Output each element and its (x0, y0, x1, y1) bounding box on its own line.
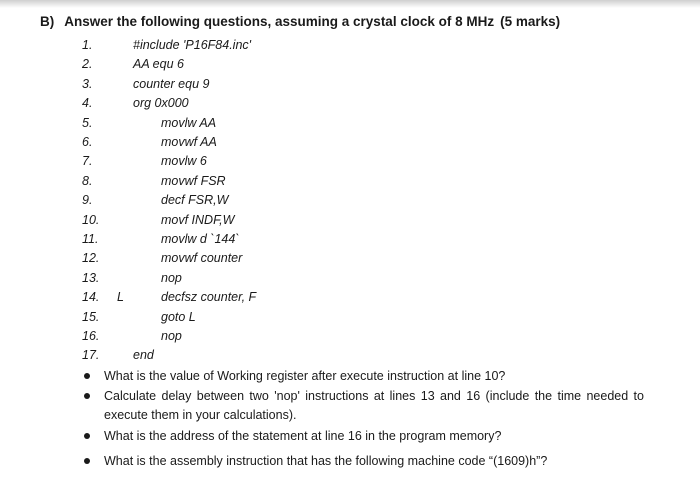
line-number: 3. (82, 76, 93, 91)
top-shadow (0, 0, 700, 8)
line-number: 8. (82, 173, 93, 188)
code-instruction: movwf counter (161, 251, 243, 266)
code-instruction: movwf AA (161, 135, 217, 149)
line-number: 5. (82, 115, 93, 130)
line-number: 15. (82, 309, 100, 324)
question-text: What is the assembly instruction that has the following machine code “(1609)h”? (104, 454, 548, 468)
code-instruction: nop (161, 270, 182, 285)
code-instruction: movf INDF,W (161, 212, 235, 227)
code-instruction: goto L (161, 309, 196, 324)
line-number: 13. (82, 270, 100, 285)
marks-label: (5 marks) (500, 14, 561, 29)
code-instruction: decfsz counter, F (161, 290, 257, 305)
code-instruction: movlw 6 (161, 154, 207, 169)
code-instruction: movlw d `144` (161, 232, 240, 246)
line-number: 10. (82, 212, 100, 227)
code-instruction: end (133, 348, 154, 363)
heading-text: Answer the following questions, assuming a crystal clock of 8 MHz (64, 14, 495, 29)
code-instruction: org 0x000 (133, 96, 189, 111)
code-instruction: #include 'P16F84.inc' (133, 38, 252, 52)
bullet-icon (84, 393, 90, 399)
line-number: 17. (82, 348, 100, 363)
line-number: 2. (82, 57, 93, 72)
bullet-icon (84, 373, 90, 379)
line-number: 4. (82, 96, 93, 111)
code-label: L (117, 290, 124, 305)
question-item (84, 367, 644, 386)
line-number: 1. (82, 38, 93, 52)
section-label: B) (40, 14, 55, 29)
line-number: 12. (82, 251, 100, 266)
question-heading (40, 14, 560, 29)
question-item (84, 387, 644, 425)
code-instruction: AA equ 6 (133, 57, 184, 72)
line-number: 6. (82, 135, 93, 149)
line-number: 9. (82, 193, 93, 208)
line-number: 7. (82, 154, 93, 169)
code-instruction: decf FSR,W (161, 193, 229, 208)
question-item (84, 427, 644, 446)
line-number: 11. (82, 232, 99, 246)
question-text: What is the value of Working register after execute instruction at line 10? (104, 369, 506, 383)
line-number: 14. (82, 290, 100, 305)
code-instruction: counter equ 9 (133, 76, 210, 91)
question-item (84, 452, 644, 471)
bullet-icon (84, 458, 90, 464)
question-text: Calculate delay between two 'nop' instructions at lines 13 and 16 (include the time needed to execute them in your calculations). (104, 389, 644, 422)
line-number: 16. (82, 329, 100, 343)
code-instruction: nop (161, 329, 182, 343)
question-text: What is the address of the statement at line 16 in the program memory? (104, 429, 502, 443)
code-instruction: movlw AA (161, 115, 217, 130)
code-instruction: movwf FSR (161, 173, 226, 188)
bullet-icon (84, 433, 90, 439)
